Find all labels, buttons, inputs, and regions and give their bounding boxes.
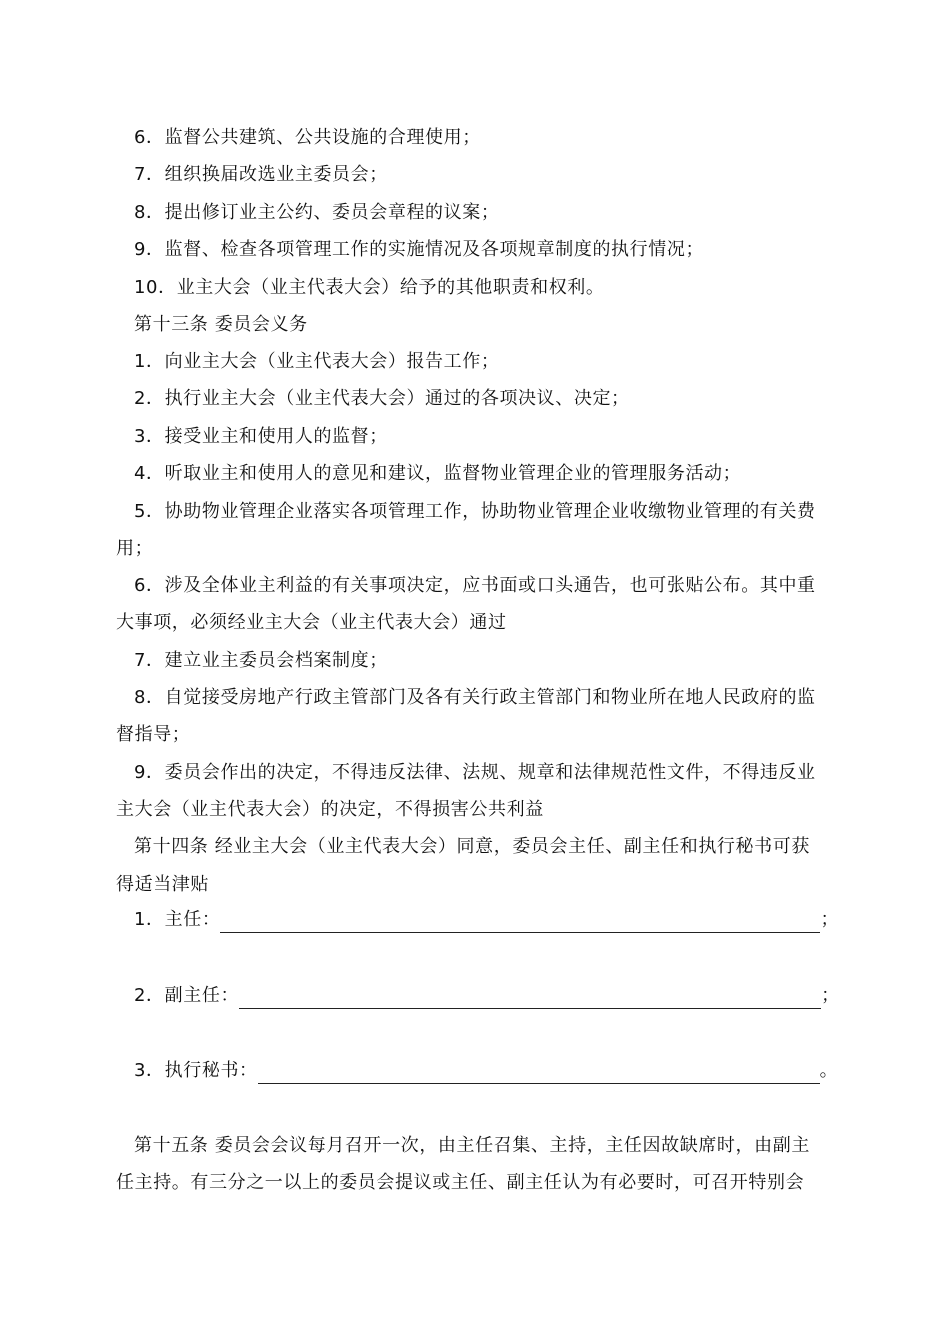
article-heading: 第十四条 经业主大会（业主代表大会）同意，委员会主任、副主任和执行秘书可获 [134,836,810,857]
fill-in-blank[interactable] [258,1065,820,1084]
clause-line: 4．听取业主和使用人的意见和建议，监督物业管理企业的管理服务活动； [134,463,742,484]
clause-line-continued: 督指导； [116,724,191,745]
allowance-row-deputy [134,983,840,1009]
fill-in-blank[interactable] [220,914,820,933]
clause-line: 9．委员会作出的决定，不得违反法律、法规、规章和法律规范性文件，不得违反业 [134,762,816,783]
article-heading: 第十五条 委员会会议每月召开一次，由主任召集、主持，主任因故缺席时，由副主 [134,1135,810,1156]
clause-line: 7．建立业主委员会档案制度； [134,650,388,671]
allowance-label: 1．主任： [134,909,221,930]
clause-line: 5．协助物业管理企业落实各项管理工作，协助物业管理企业收缴物业管理的有关费 [134,501,816,522]
allowance-row-director [134,907,839,933]
allowance-end: ； [821,985,840,1006]
clause-line-continued: 用； [116,538,154,559]
allowance-label: 3．执行秘书： [134,1060,258,1081]
clause-line-continued: 任主持。有三分之一以上的委员会提议或主任、副主任认为有必要时，可召开特别会 [116,1172,805,1193]
clause-line: 9．监督、检查各项管理工作的实施情况及各项规章制度的执行情况； [134,239,705,260]
clause-line: 3．接受业主和使用人的监督； [134,426,388,447]
clause-line-continued: 大事项，必须经业主大会（业主代表大会）通过 [116,612,507,633]
clause-line: 10．业主大会（业主代表大会）给予的其他职责和权利。 [134,277,605,298]
clause-line: 6．涉及全体业主利益的有关事项决定，应书面或口头通告，也可张贴公布。其中重 [134,575,816,596]
clause-line: 6．监督公共建筑、公共设施的合理使用； [134,127,481,148]
allowance-end: 。 [819,1060,839,1081]
clause-line-continued: 主大会（业主代表大会）的决定，不得损害公共利益 [116,799,544,820]
clause-line: 7．组织换届改选业主委员会； [134,164,388,185]
clause-line-continued: 得适当津贴 [116,874,209,895]
allowance-row-secretary [134,1058,838,1084]
clause-line: 1．向业主大会（业主代表大会）报告工作； [134,351,500,372]
article-heading: 第十三条 委员会义务 [134,314,308,335]
allowance-end: ； [820,909,840,930]
allowance-label: 2．副主任： [134,985,240,1006]
clause-line: 8．提出修订业主公约、委员会章程的议案； [134,202,500,223]
fill-in-blank[interactable] [239,990,821,1009]
clause-line: 8．自觉接受房地产行政主管部门及各有关行政主管部门和物业所在地人民政府的监 [134,687,816,708]
clause-line: 2．执行业主大会（业主代表大会）通过的各项决议、决定； [134,388,630,409]
